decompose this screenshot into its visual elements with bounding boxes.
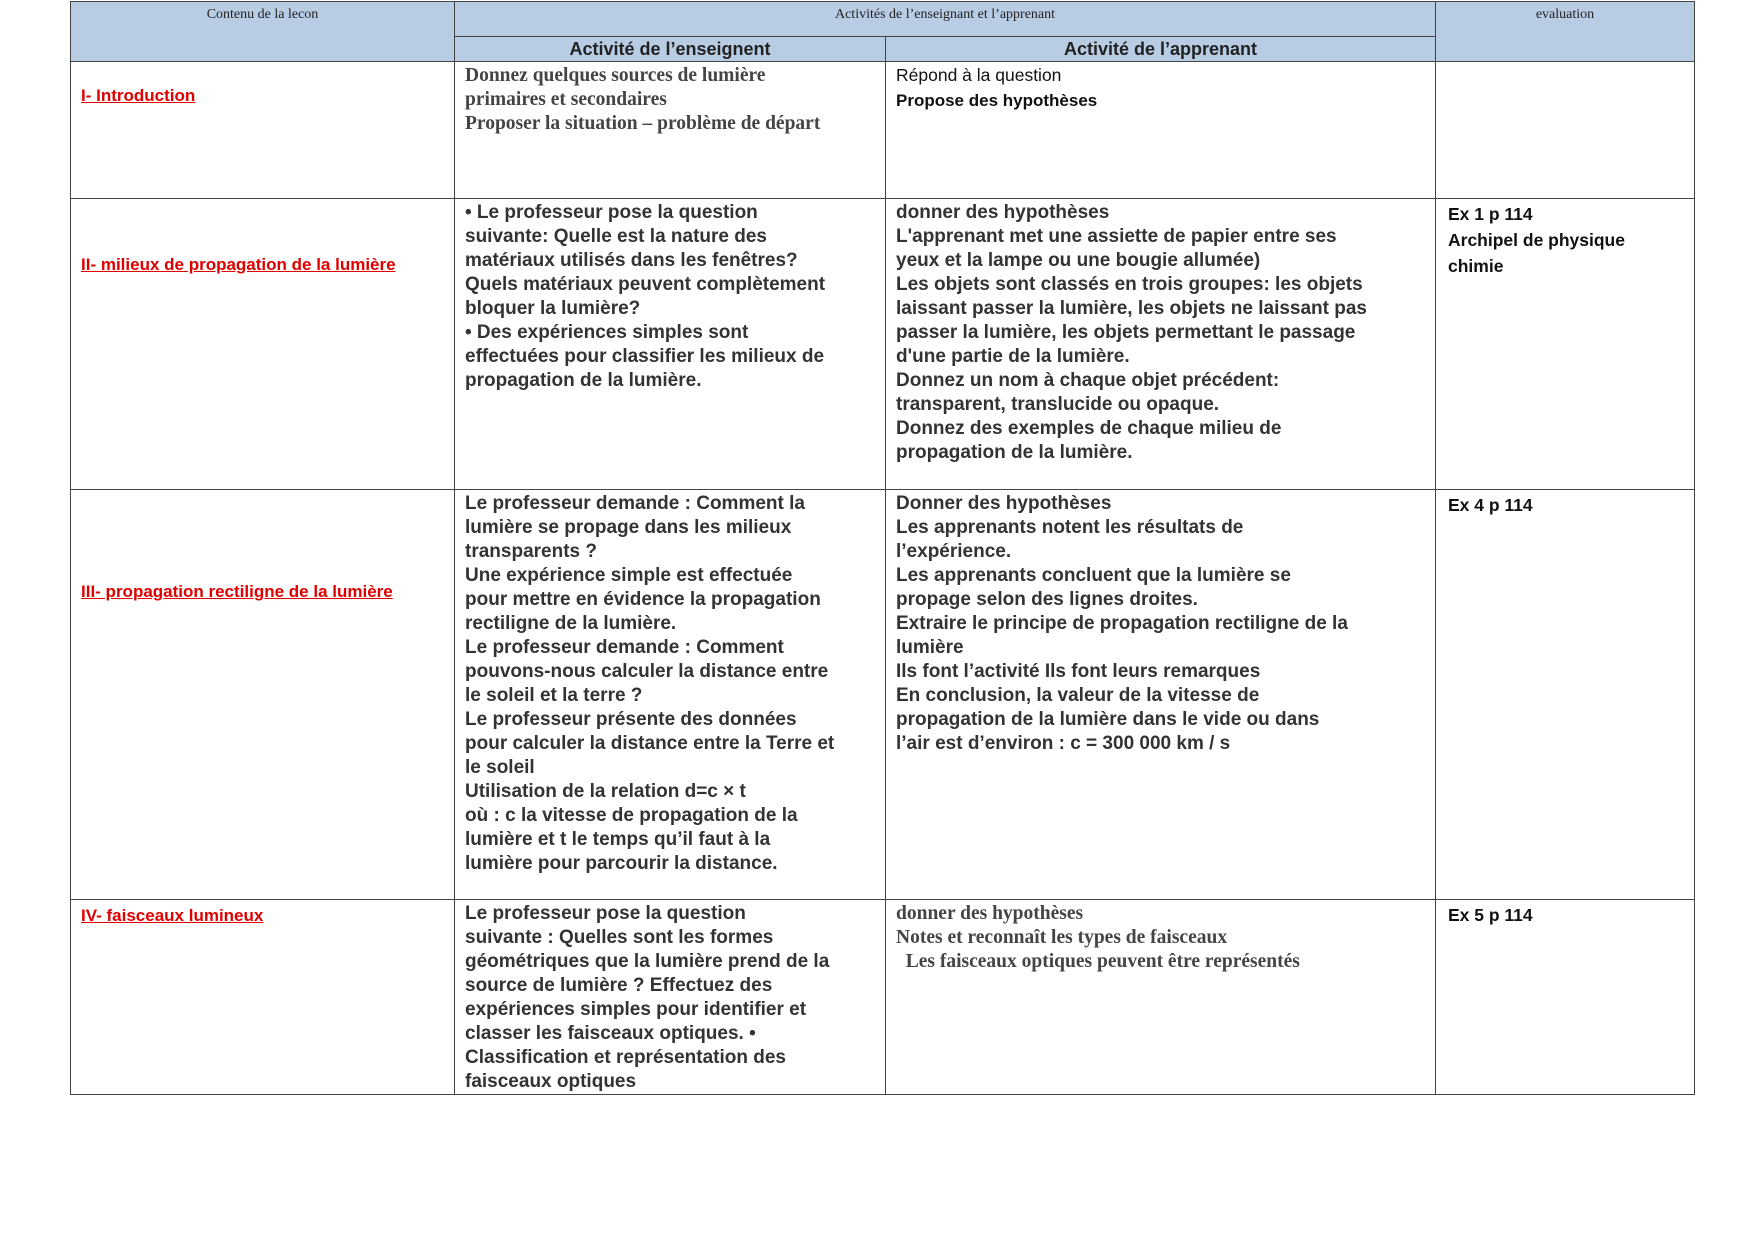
text-line: pour mettre en évidence la propagation <box>465 589 821 610</box>
text-line: donner des hypothèses <box>896 903 1084 924</box>
text-line: propagation de la lumière dans le vide ou dans <box>896 709 1320 730</box>
text-line: Ex 5 p 114 <box>1448 905 1533 925</box>
text-line: chimie <box>1448 256 1504 276</box>
text-line: Archipel de physique <box>1448 230 1625 250</box>
section-title <box>71 62 455 199</box>
section-label: II- milieux de propagation de la lumière <box>81 255 396 274</box>
teacher-activity <box>455 199 886 490</box>
text-line: faisceaux optiques <box>465 1071 637 1092</box>
text-line: • Le professeur pose la question <box>465 202 758 223</box>
row-milieux <box>71 199 1695 490</box>
text-line: Les apprenants notent les résultats de <box>896 517 1244 538</box>
text-line: classer les faisceaux optiques. • <box>465 1023 756 1044</box>
text-line: Donnez des exemples de chaque milieu de <box>896 418 1282 439</box>
text-line: Donnez un nom à chaque objet précédent: <box>896 370 1280 391</box>
lesson-plan-table <box>70 1 1695 1095</box>
text-line: yeux et la lampe ou une bougie allumée) <box>896 250 1261 271</box>
text-line: Quels matériaux peuvent complètement <box>465 274 826 295</box>
text-line: Classification et représentation des <box>465 1047 786 1068</box>
text-line: suivante : Quelles sont les formes <box>465 927 774 948</box>
section-title <box>71 900 455 1095</box>
text-line: lumière pour parcourir la distance. <box>465 853 778 874</box>
text-line: primaires et secondaires <box>465 89 667 110</box>
subheader-teacher: Activité de l’enseignent <box>455 37 886 62</box>
text-line: propage selon des lignes droites. <box>896 589 1198 610</box>
text-line: Répond à la question <box>896 65 1062 85</box>
text-line: d'une partie de la lumière. <box>896 346 1130 367</box>
text-line: Le professeur présente des données <box>465 709 797 730</box>
header-content: Contenu de la lecon <box>71 2 455 62</box>
text-line: Le professeur demande : Comment la <box>465 493 805 514</box>
text-line: Utilisation de la relation d=c × t <box>465 781 746 802</box>
text-line: En conclusion, la valeur de la vitesse de <box>896 685 1260 706</box>
learner-activity <box>886 490 1436 900</box>
text-line: pour calculer la distance entre la Terre et <box>465 733 835 754</box>
text-line: Donnez quelques sources de lumière <box>465 65 766 86</box>
text-line: Ex 1 p 114 <box>1448 204 1533 224</box>
text-line: Notes et reconnaît les types de faisceaux <box>896 927 1228 948</box>
text-line: Donner des hypothèses <box>896 493 1112 514</box>
text-line: lumière et t le temps qu’il faut à la <box>465 829 771 850</box>
text-line: transparents ? <box>465 541 597 562</box>
evaluation-cell <box>1436 490 1695 900</box>
teacher-activity <box>455 490 886 900</box>
learner-activity <box>886 62 1436 199</box>
text-line: propagation de la lumière. <box>465 370 702 391</box>
text-line: Le professeur pose la question <box>465 903 746 924</box>
text-line: où : c la vitesse de propagation de la <box>465 805 798 826</box>
text-line: expériences simples pour identifier et <box>465 999 807 1020</box>
text-line: Propose des hypothèses <box>896 91 1098 110</box>
text-line: pouvons-nous calculer la distance entre <box>465 661 829 682</box>
text-line: propagation de la lumière. <box>896 442 1133 463</box>
text-line: le soleil <box>465 757 535 778</box>
text-line: suivante: Quelle est la nature des <box>465 226 767 247</box>
text-line: rectiligne de la lumière. <box>465 613 677 634</box>
row-propagation-rectiligne <box>71 490 1695 900</box>
subheader-learner: Activité de l’apprenant <box>886 37 1436 62</box>
learner-activity <box>886 199 1436 490</box>
teacher-activity <box>455 62 886 199</box>
text-line: • Des expériences simples sont <box>465 322 749 343</box>
evaluation-cell <box>1436 62 1695 199</box>
section-label: III- propagation rectiligne de la lumière <box>81 582 393 601</box>
evaluation-cell <box>1436 199 1695 490</box>
section-title <box>71 490 455 900</box>
row-faisceaux <box>71 900 1695 1095</box>
text-line: laissant passer la lumière, les objets ne laissant pas <box>896 298 1368 319</box>
header-evaluation: evaluation <box>1436 2 1695 62</box>
text-line: effectuées pour classifier les milieux de <box>465 346 825 367</box>
text-line: Les apprenants concluent que la lumière se <box>896 565 1291 586</box>
section-title <box>71 199 455 490</box>
teacher-activity <box>455 900 886 1095</box>
text-line: transparent, translucide ou opaque. <box>896 394 1220 415</box>
header-row <box>71 2 1695 37</box>
text-line: le soleil et la terre ? <box>465 685 643 706</box>
text-line: Les objets sont classés en trois groupes: les objets <box>896 274 1363 295</box>
text-line: passer la lumière, les objets permettant le passage <box>896 322 1356 343</box>
text-line: Extraire le principe de propagation rectiligne de la <box>896 613 1348 634</box>
row-introduction <box>71 62 1695 199</box>
text-line: Les faisceaux optiques peuvent être représentés <box>896 951 1300 972</box>
section-label: I- Introduction <box>81 86 196 105</box>
text-line: Proposer la situation – problème de départ <box>465 113 821 134</box>
text-line: Le professeur demande : Comment <box>465 637 784 658</box>
section-label: IV- faisceaux lumineux <box>81 906 264 925</box>
text-line: L'apprenant met une assiette de papier entre ses <box>896 226 1337 247</box>
text-line: source de lumière ? Effectuez des <box>465 975 773 996</box>
text-line: lumière se propage dans les milieux <box>465 517 792 538</box>
evaluation-cell <box>1436 900 1695 1095</box>
text-line: Ils font l’activité Ils font leurs remarques <box>896 661 1261 682</box>
text-line: Ex 4 p 114 <box>1448 495 1533 515</box>
text-line: bloquer la lumière? <box>465 298 641 319</box>
header-activities: Activités de l’enseignant et l’apprenant <box>455 2 1436 37</box>
learner-activity <box>886 900 1436 1095</box>
text-line: donner des hypothèses <box>896 202 1110 223</box>
text-line: l’expérience. <box>896 541 1012 562</box>
text-line: l’air est d’environ : c = 300 000 km / s <box>896 733 1231 754</box>
text-line: matériaux utilisés dans les fenêtres? <box>465 250 798 271</box>
text-line: lumière <box>896 637 964 658</box>
text-line: géométriques que la lumière prend de la <box>465 951 830 972</box>
text-line: Une expérience simple est effectuée <box>465 565 793 586</box>
